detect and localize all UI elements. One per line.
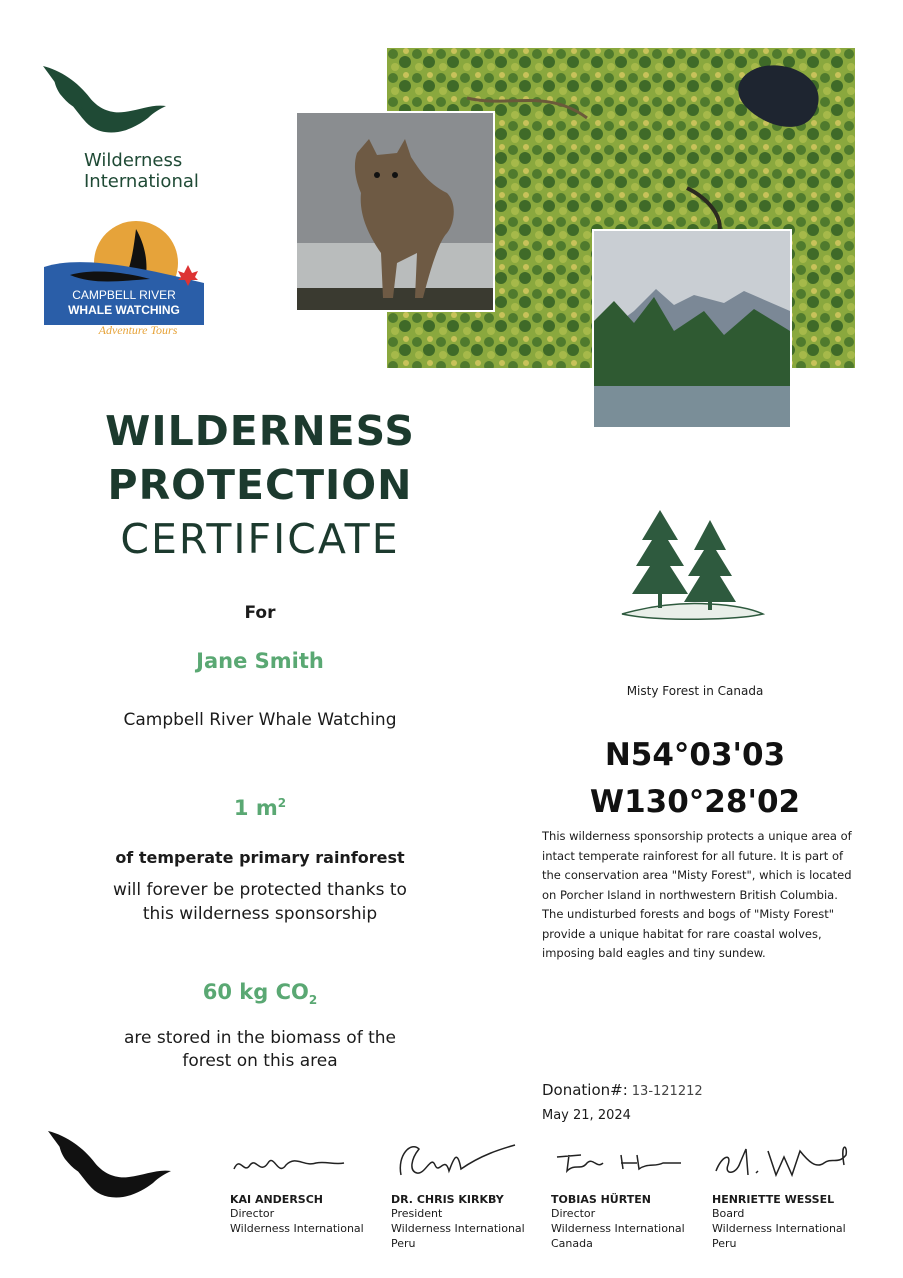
eagle-logo-icon <box>40 60 180 145</box>
biomass-text: are stored in the biomass of the forest on this area <box>124 1028 396 1071</box>
area-value: 1 $m^2$ <box>233 796 287 820</box>
area-name: Misty Forest in Canada <box>626 684 764 698</box>
signatory-3: TOBIAS HÜRTEN Director Wilderness International Canada <box>551 1135 701 1251</box>
signature-icon <box>551 1135 691 1185</box>
svg-text:WHALE WATCHING: WHALE WATCHING <box>68 303 180 317</box>
for-label: For <box>244 603 276 623</box>
svg-text:Adventure Tours: Adventure Tours <box>98 323 178 337</box>
organization-name: Wilderness International <box>84 150 199 192</box>
eagle-footer-icon <box>45 1125 185 1210</box>
tree-island-icon <box>620 510 765 625</box>
signatory-4: HENRIETTE WESSEL Board Wilderness International Peru <box>712 1135 862 1251</box>
certificate-title-line1: WILDERNESS <box>105 407 415 455</box>
longitude: W130°28'02 <box>589 784 801 820</box>
certificate-title-line2: PROTECTION <box>107 461 413 509</box>
latitude: N54°03'03 <box>604 737 786 773</box>
wolf-photo <box>295 111 495 312</box>
signature-icon <box>391 1135 531 1185</box>
signatory-1: KAI ANDERSCH Director Wilderness International <box>230 1135 380 1236</box>
company-name: Campbell River Whale Watching <box>123 710 397 730</box>
certificate-title-line3: CERTIFICATE <box>120 515 400 563</box>
signature-icon <box>230 1135 370 1185</box>
partner-logo-icon <box>40 215 208 339</box>
recipient-name: Jane Smith <box>196 649 324 673</box>
co2-value: 60 kg $CO_2$ <box>202 980 318 1008</box>
svg-text:CAMPBELL RIVER: CAMPBELL RIVER <box>72 288 176 302</box>
protected-text: will forever be protected thanks to this wilderness sponsorship <box>113 880 407 924</box>
signature-icon <box>712 1135 852 1185</box>
lake-mountain-photo <box>592 229 792 429</box>
area-description: This wilderness sponsorship protects a unique area of intact temperate rainforest for all future. It is part of the conservation area "Misty Forest", which is located on Porcher Island in northwestern British Columbia. The undisturbed forests and bogs of "Misty Forest" provide a unique habitat for rare coastal wolves, imposing bald eagles and tiny sundew. <box>542 829 852 960</box>
donation-number: Donation#: 13-121212 <box>542 1081 703 1099</box>
signatory-2: DR. CHRIS KIRKBY President Wilderness International Peru <box>391 1135 541 1251</box>
issue-date: May 21, 2024 <box>542 1108 631 1123</box>
forest-type: of temperate primary rainforest <box>115 848 405 867</box>
